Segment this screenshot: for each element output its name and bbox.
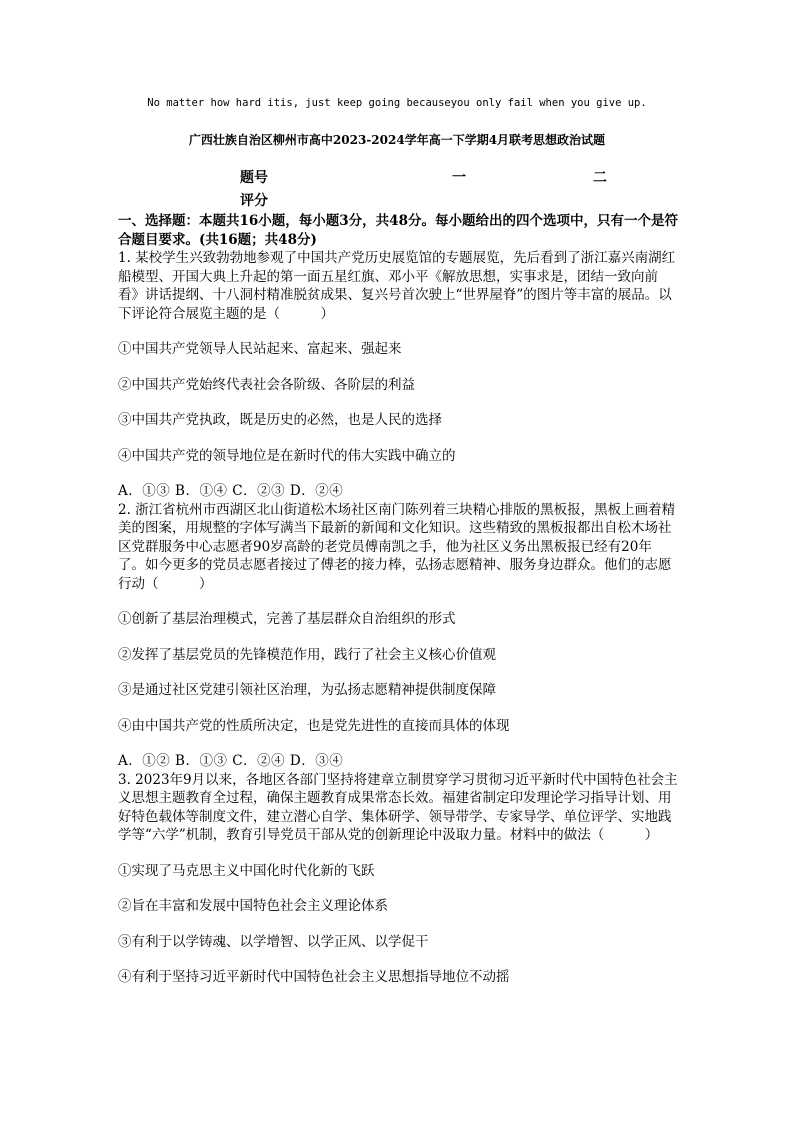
- option-item: ③中国共产党执政，既是历史的必然，也是人民的选择: [118, 412, 442, 428]
- score-label-score: 评分: [240, 193, 268, 209]
- document-body: [118, 212, 678, 987]
- score-col-1: 一: [452, 170, 466, 186]
- option-item: ④有利于坚持习近平新时代中国特色社会主义思想指导地位不动摇: [118, 969, 510, 985]
- score-row-header: [0, 167, 794, 187]
- answer-choices: A．①③ B．①④ C．②③ D．②④: [118, 483, 344, 499]
- answer-choices: A．①② B．①③ C．②④ D．③④: [118, 753, 344, 769]
- question-stem: 1. 某校学生兴致勃勃地参观了中国共产党历史展览馆的专题展览，先后看到了浙江嘉兴南湖红船模型、开国大典上升起的第一面五星红旗、邓小平《解放思想，实事求是，团结一致向前看》讲话提纲、十八洞村精准脱贫成果、复兴号首次驶上“世界屋脊”的图片等丰富的展品。以下评论符合展览主题的是（ ）: [118, 250, 676, 322]
- option-item: ①实现了马克思主义中国化时代化新的飞跃: [118, 862, 375, 879]
- option-item: ④由中国共产党的性质所决定，也是党先进性的直接而具体的体现: [118, 717, 510, 734]
- section-heading: 一、选择题：本题共16小题，每小题3分，共48分。每小题给出的四个选项中，只有一个是符合题目要求。(共16题；共48分): [118, 213, 678, 248]
- option-item: ①中国共产党领导人民站起来、富起来、强起来: [118, 341, 402, 357]
- page-title: 广西壮族自治区柳州市高中2023-2024学年高一下学期4月联考思想政治试题: [188, 133, 606, 147]
- question-stem: 2. 浙江省杭州市西湖区北山街道松木场社区南门陈列着三块精心排版的黑板报，黑板上画着精美的图案，用规整的字体写满当下最新的新闻和文化知识。这些精致的黑板报都出自松木场社区党群服务中心志愿者90岁高龄的老党员傅南凯之手，他为社区义务出黑板报已经有20年了。如今更多的党员志愿者接过了傅老的接力棒，弘扬志愿精神、服务身边群众。他们的志愿行动（ ）: [118, 501, 676, 592]
- option-item: ②旨在丰富和发展中国特色社会主义理论体系: [118, 898, 388, 914]
- score-row-score: [0, 190, 794, 210]
- option-item: ②发挥了基层党员的先锋模范作用，践行了社会主义核心价值观: [118, 646, 496, 663]
- question-stem: 3. 2023年9月以来，各地区各部门坚持将建章立制贯穿学习贯彻习近平新时代中国特色社会主义思想主题教育全过程，确保主题教育成果常态长效。福建省制定印发理论学习指导计划、用好特色载体等制度文件，建立潜心自学、集体研学、领导带学、专家导学、单位评学、实地践学等“六学”机制，教育引导党员干部从党的创新理论中汲取力量。材料中的做法（ ）: [118, 771, 678, 843]
- option-item: ①创新了基层治理模式，完善了基层群众自治组织的形式: [118, 611, 456, 627]
- option-item: ③有利于以学铸魂、以学增智、以学正风、以学促干: [118, 933, 429, 950]
- question-2: [118, 501, 678, 771]
- option-item: ④中国共产党的领导地位是在新时代的伟大实践中确立的: [118, 447, 456, 464]
- option-item: ②中国共产党始终代表社会各阶级、各阶层的利益: [118, 376, 415, 393]
- option-item: ③是通过社区党建引领社区治理，为弘扬志愿精神提供制度保障: [118, 682, 496, 698]
- score-col-2: 二: [593, 170, 607, 186]
- score-label-number: 题号: [240, 170, 268, 186]
- question-1: [118, 249, 678, 501]
- motto-line: No matter how hard itis, just keep going becauseyou only fail when you give up.: [147, 97, 647, 109]
- question-3: [118, 771, 678, 987]
